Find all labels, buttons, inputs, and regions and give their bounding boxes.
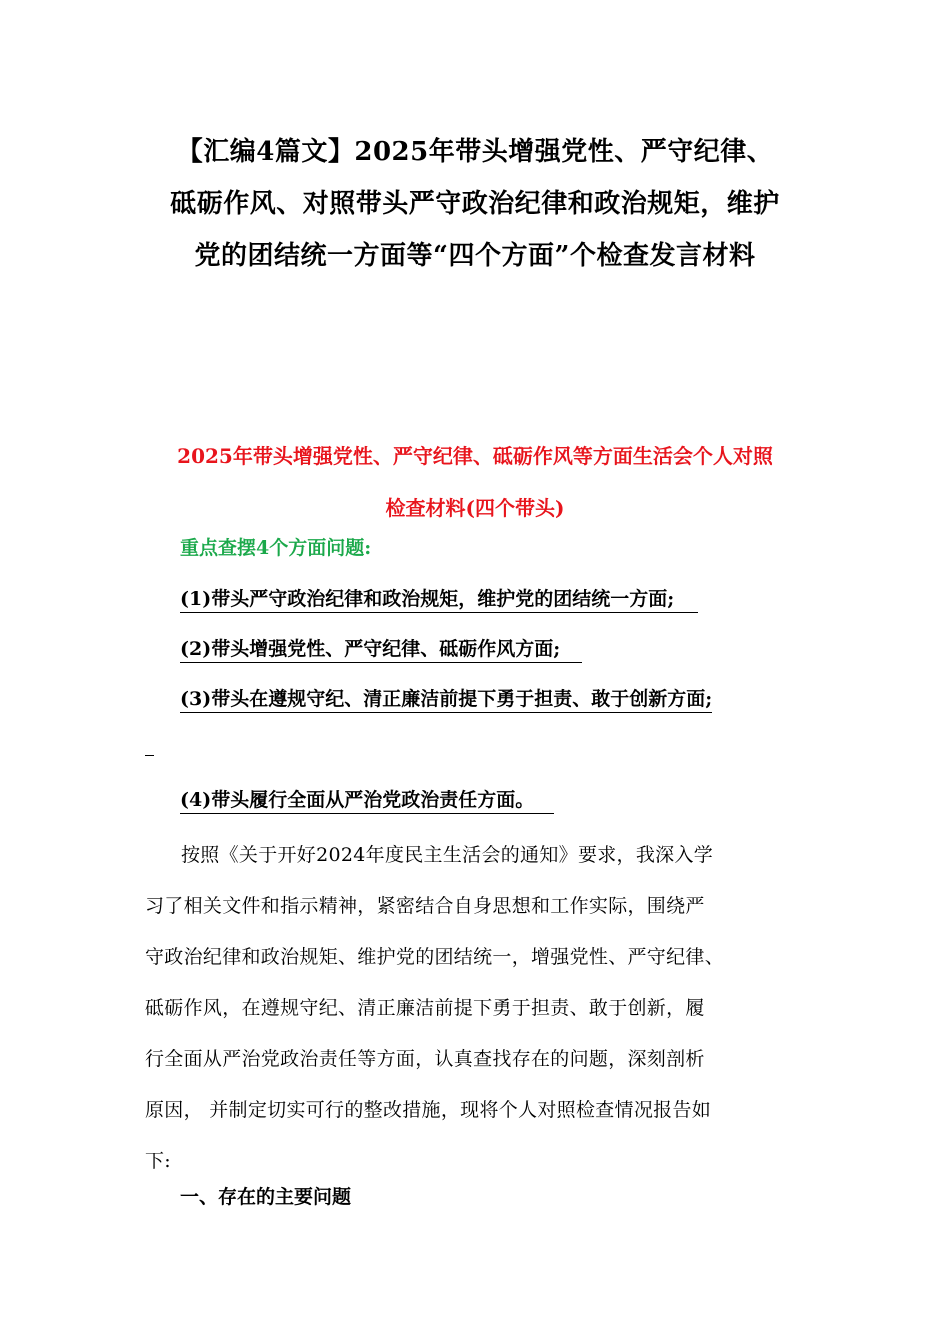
underline-tail: [534, 787, 554, 814]
paragraph-line: 按照《关于开好2024年度民主生活会的通知》要求，我深入学: [181, 844, 714, 866]
sub-title-line: 检查材料(四个带头): [385, 496, 565, 520]
main-title-line: 党的团结统一方面等“四个方面”个检查发言材料: [194, 241, 756, 271]
focus-item: [180, 787, 554, 814]
paragraph-line: 原因， 并制定切实可行的整改措施，现将个人对照检查情况报告如: [145, 1099, 712, 1121]
underline-tail: [674, 586, 698, 613]
paragraph-line: 守政治纪律和政治规矩、维护党的团结统一，增强党性、严守纪律、: [145, 946, 725, 968]
focus-item: [180, 636, 582, 663]
sub-title-line: 2025年带头增强党性、严守纪律、砥砺作风等方面生活会个人对照: [177, 444, 773, 468]
sub-title: [100, 430, 850, 534]
underline-mark: [145, 755, 154, 756]
paragraph-line: 下:: [145, 1150, 172, 1172]
main-title-line: 砥砺作风、对照带头严守政治纪律和政治规矩，维护: [170, 189, 780, 219]
paragraph-line: 行全面从严治党政治责任等方面，认真查找存在的问题，深刻剖析: [145, 1048, 705, 1070]
focus-item-text: (1)带头严守政治纪律和政治规矩，维护党的团结统一方面;: [180, 588, 674, 613]
main-title: [120, 126, 830, 282]
focus-item-text: (4)带头履行全面从严治党政治责任方面。: [180, 789, 534, 814]
focus-item: [180, 686, 712, 712]
focus-item-text: (3)带头在遵规守纪、清正廉洁前提下勇于担责、敢于创新方面;: [180, 688, 712, 713]
paragraph-line: 习了相关文件和指示精神，紧密结合自身思想和工作实际，围绕严: [145, 895, 705, 917]
paragraph-line: 砥砺作风，在遵规守纪、清正廉洁前提下勇于担责、敢于创新，履: [145, 997, 705, 1019]
main-title-line: 【汇编4篇文】2025年带头增强党性、严守纪律、: [176, 137, 774, 167]
focus-heading: 重点查摆4个方面问题:: [180, 537, 372, 559]
body-paragraph: [145, 830, 825, 1187]
section-heading: 一、存在的主要问题: [180, 1186, 352, 1208]
focus-item-text: (2)带头增强党性、严守纪律、砥砺作风方面;: [180, 638, 560, 663]
underline-tail: [560, 636, 582, 663]
focus-item: [180, 586, 698, 613]
